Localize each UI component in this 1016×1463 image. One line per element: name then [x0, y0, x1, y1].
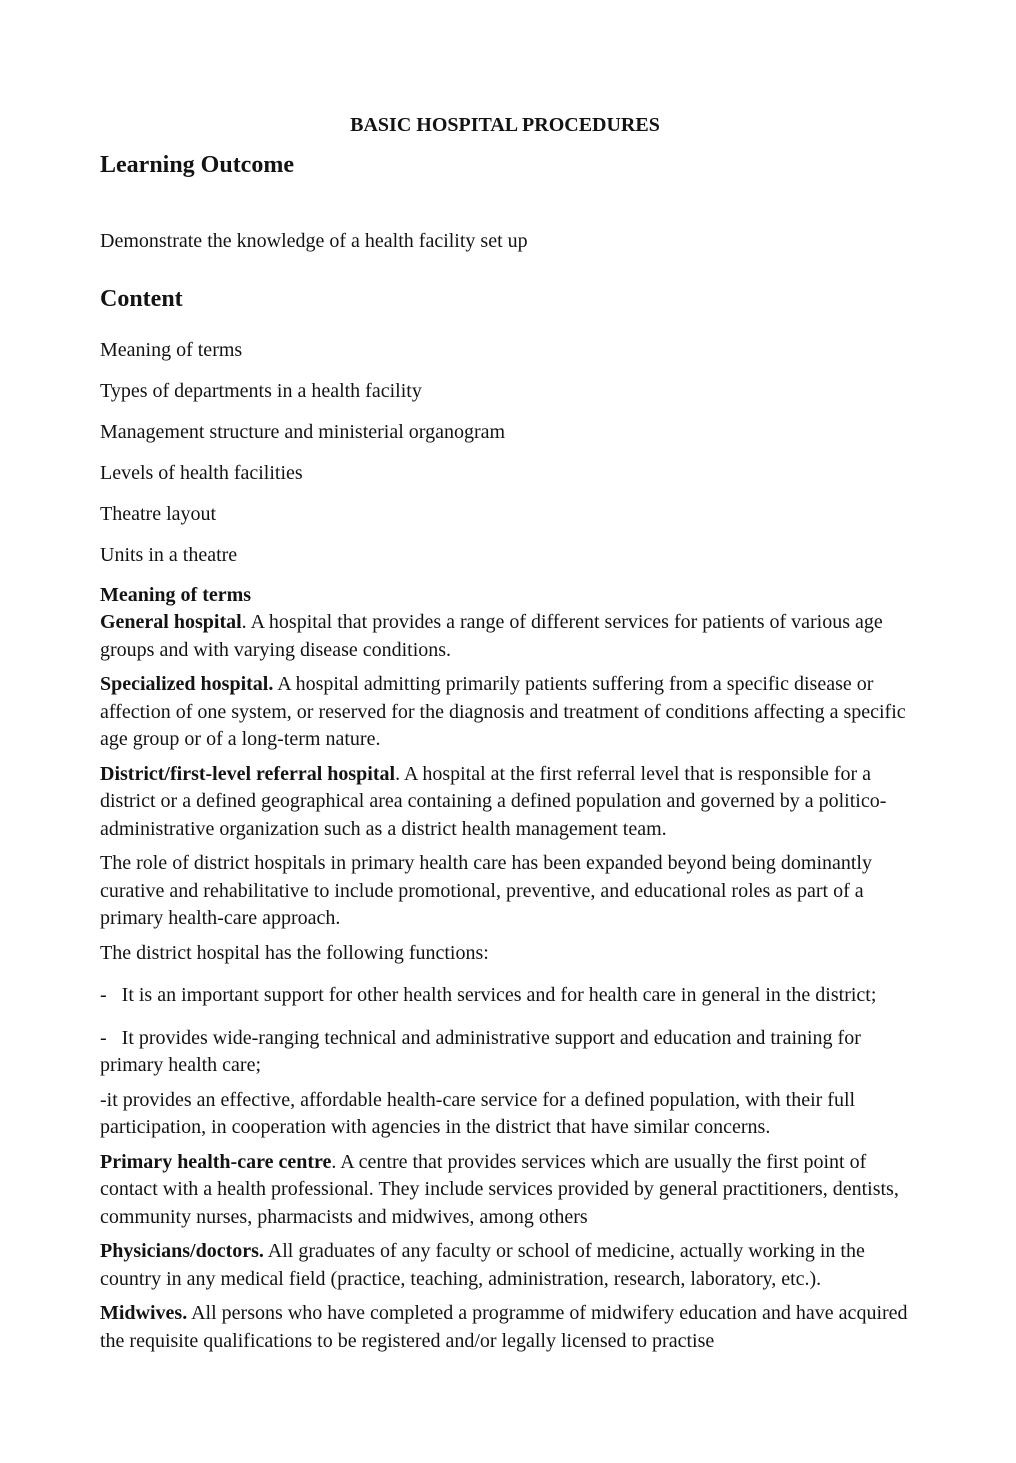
learning-outcome-text: Demonstrate the knowledge of a health facility set up: [100, 230, 528, 252]
content-item-types-of-departments: Types of departments in a health facility: [100, 380, 422, 402]
document-title: BASIC HOSPITAL PROCEDURES: [350, 114, 660, 136]
content-item-meaning-of-terms: Meaning of terms: [100, 339, 243, 361]
definition-specialized-hospital: A hospital admitting primarily patients suffering from a specific disease or affection of one system, or reserved for the diagnosis and treatment of conditions affecting a specific age group or of a long-term nature.: [100, 673, 906, 750]
paragraph-district-hospital-role: [100, 850, 910, 933]
term-primary-health-care-centre: Primary health-care centre: [100, 1150, 332, 1173]
definition-primary-health-care-centre: . A centre that provides services which are usually the first point of contact with a health professional. They include services provided by general practitioners, dentists, community nurses, pharmacists and midwives, among others: [100, 1150, 899, 1228]
heading-content: Content: [100, 286, 183, 312]
term-midwives: Midwives.: [100, 1302, 188, 1324]
text-bullet-technical: - It provides wide-ranging technical and administrative support and education and training for primary health care;: [100, 1026, 861, 1076]
definition-district-referral-hospital: . A hospital at the first referral level that is responsible for a district or a defined geographical area containing a defined population and governed by a politico-administrative organization such as a district health management team.: [100, 762, 887, 840]
content-item-theatre-layout: Theatre layout: [100, 503, 217, 525]
term-district-referral-hospital: District/first-level referral hospital: [100, 762, 396, 785]
content-item-management-structure: Management structure and ministerial organogram: [100, 421, 506, 443]
content-list: [100, 337, 910, 569]
paragraph-midwives: [100, 1300, 910, 1355]
heading-learning-outcome: Learning Outcome: [100, 152, 294, 178]
definition-general-hospital: . A hospital that provides a range of different services for patients of various age groups and with varying disease conditions.: [100, 611, 883, 661]
text-bullet-affordable: -it provides an effective, affordable health-care service for a defined population, with their full participation, in cooperation with agencies in the district that have similar concerns.: [100, 1088, 856, 1138]
text-district-hospital-role: The role of district hospitals in primary health care has been expanded beyond being dominantly curative and rehabilitative to include promotional, preventive, and educational roles as part of a primary health-care approach.: [100, 852, 872, 929]
heading-meaning-of-terms: Meaning of terms: [100, 584, 252, 606]
bullet-effective-affordable-service: [100, 1087, 910, 1142]
bullet-technical-administrative-support: [100, 1025, 910, 1080]
paragraph-physicians-doctors: [100, 1238, 910, 1293]
term-physicians-doctors: Physicians/doctors.: [100, 1240, 264, 1262]
term-general-hospital: General hospital: [100, 611, 242, 633]
text-bullet-support: - It is an important support for other health services and for health care in general in the district;: [100, 984, 877, 1006]
text-functions-intro: The district hospital has the following functions:: [100, 941, 489, 964]
paragraph-primary-health-care-centre: [100, 1149, 910, 1232]
definition-physicians-doctors: All graduates of any faculty or school of medicine, actually working in the country in any medical field (practice, teaching, administration, research, laboratory, etc.).: [100, 1240, 865, 1290]
content-item-units-in-a-theatre: Units in a theatre: [100, 544, 238, 566]
paragraph-general-hospital: [100, 609, 910, 664]
paragraph-district-hospital-functions-intro: [100, 940, 910, 968]
term-specialized-hospital: Specialized hospital.: [100, 673, 274, 695]
content-item-levels-of-health-facilities: Levels of health facilities: [100, 462, 303, 484]
definition-midwives: All persons who have completed a programme of midwifery education and have acquired the requisite qualifications to be registered and/or legally licensed to practise: [100, 1302, 908, 1352]
paragraph-specialized-hospital: [100, 671, 910, 754]
bullet-support-health-services: [100, 982, 910, 1010]
paragraph-district-referral-hospital: [100, 761, 910, 844]
